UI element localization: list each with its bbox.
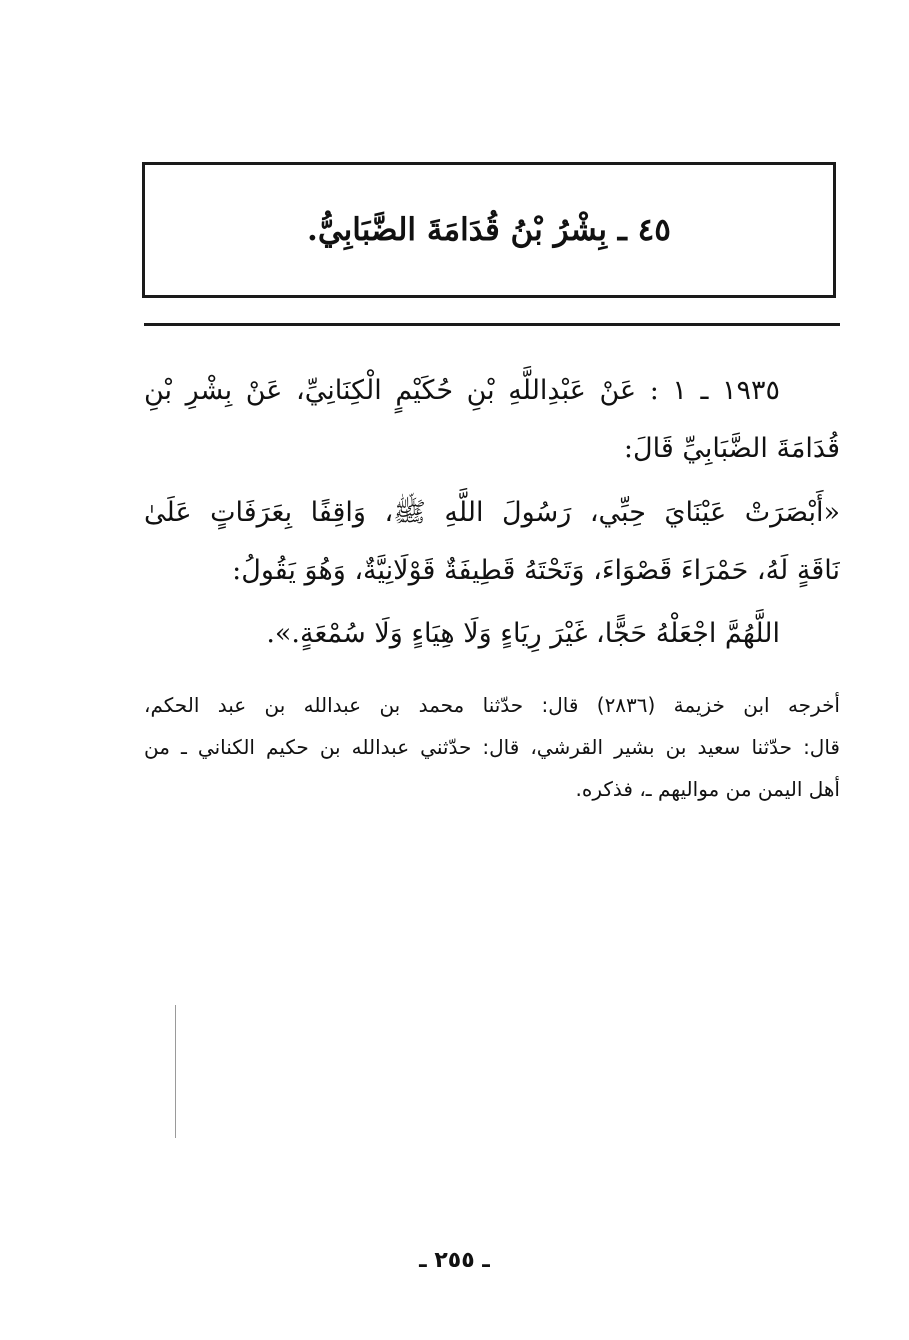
horizontal-rule <box>144 323 840 326</box>
isnad-line: قُدَامَةَ الضَّبَابِيِّ قَالَ: <box>623 433 840 464</box>
takhrij-line: أخرجه ابن خزيمة (٢٨٣٦) قال: حدّثنا محمد بن عبدالله بن عبد الحكم، <box>144 693 840 717</box>
matn-line: نَاقَةٍ لَهُ، حَمْرَاءَ قَصْوَاءَ، وَتَحْتَهُ قَطِيفَةٌ قَوْلَانِيَّةٌ، وَهُوَ يَقُولُ: <box>232 555 840 586</box>
page-number: ـ ٢٥٥ ـ <box>419 1248 490 1273</box>
chapter-title: ٤٥ ـ بِشْرُ بْنُ قُدَامَةَ الضَّبَابِيُّ. <box>307 212 671 248</box>
isnad-line: ١٩٣٥ ـ ١ : عَنْ عَبْدِاللَّهِ بْنِ حُكَيْمٍ الْكِنَانِيِّ، عَنْ بِشْرِ بْنِ <box>144 375 781 406</box>
chapter-title-frame <box>142 162 836 298</box>
hadith-isnad <box>144 362 840 478</box>
hadith-matn <box>144 484 840 600</box>
dua-line: اللَّهُمَّ اجْعَلْهُ حَجًّا، غَيْرَ رِيَاءٍ وَلَا هِيَاءٍ وَلَا سُمْعَةٍ.». <box>266 618 780 649</box>
scan-margin-line <box>175 1005 176 1138</box>
takhrij-line: قال: حدّثنا سعيد بن بشير القرشي، قال: حدّثني عبدالله بن حكيم الكناني ـ من <box>144 735 840 759</box>
hadith-dua <box>144 605 840 663</box>
takhrij-note <box>144 684 840 810</box>
takhrij-line: أهل اليمن من مواليهم ـ، فذكره. <box>575 777 840 801</box>
matn-line: «أَبْصَرَتْ عَيْنَايَ حِبِّي، رَسُولَ اللَّهِ ﷺ، وَاقِفًا بِعَرَفَاتٍ عَلَىٰ <box>144 497 840 528</box>
